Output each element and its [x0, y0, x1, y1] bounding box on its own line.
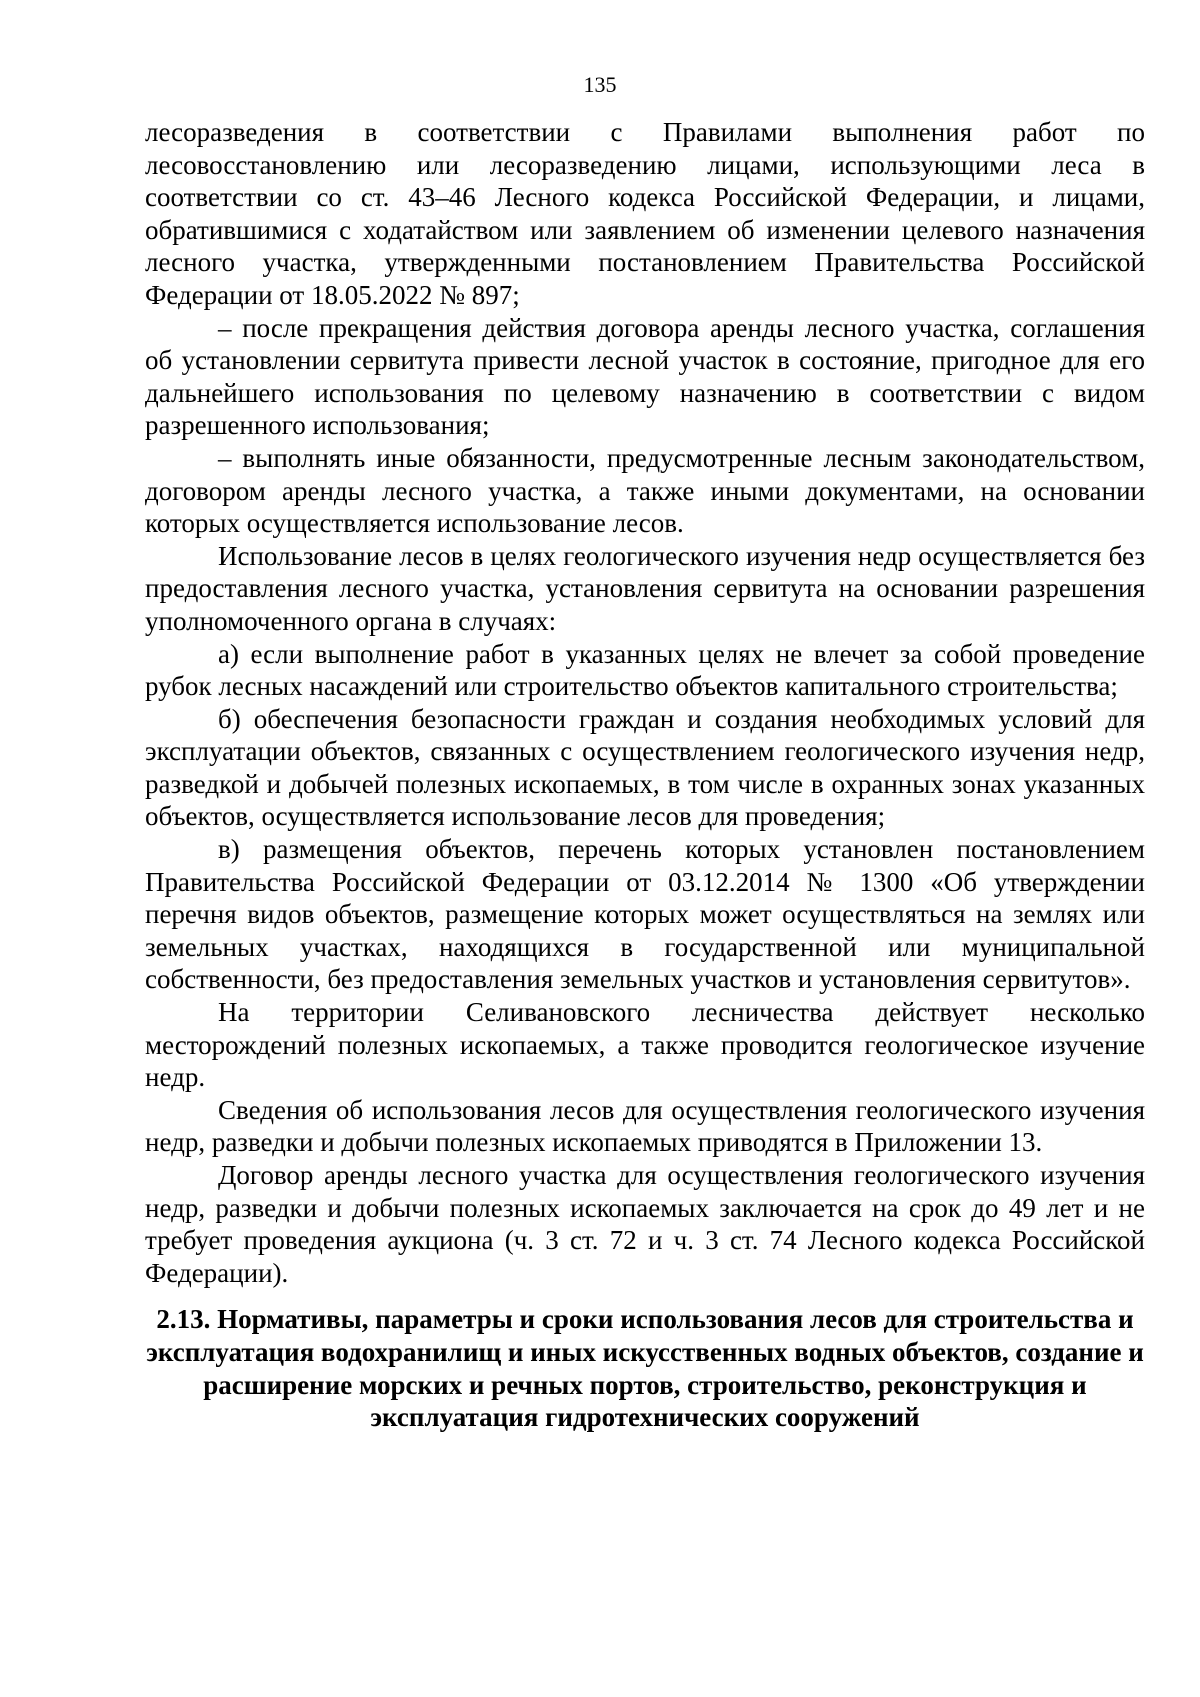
paragraph-1: лесоразведения в соответствии с Правилами выполнения работ по лесовосстановлению или лесоразведению лицами, использующими леса в соответствии со ст. 43–46 Лесного кодекса Российской Федерации, и лицами, обратившимися с ходатайством или заявлением об изменении целевого назначения лесного участка, утвержденными постановлением Правительства Российской Федерации от 18.05.2022 № 897;: [145, 117, 1145, 310]
section-heading: 2.13. Нормативы, параметры и сроки использования лесов для строительства и эксплуатация водохранилищ и иных искусственных водных объектов, создание и расширение морских и речных портов, строительство, реконструкция и эксплуатация гидротехнических сооружений: [146, 1304, 1144, 1433]
body-text: [145, 116, 1145, 1434]
paragraph-4: Использование лесов в целях геологического изучения недр осуществляется без предоставления лесного участка, установления сервитута на основании разрешения уполномоченного органа в случаях:: [145, 540, 1145, 636]
paragraph-3: – выполнять иные обязанности, предусмотренные лесным законодательством, договором аренды лесного участка, а также иными документами, на основании которых осуществляется использование лесов.: [145, 442, 1145, 539]
paragraph-10: Договор аренды лесного участка для осуществления геологического изучения недр, разведки и добычи полезных ископаемых заключается на срок до 49 лет и не требует проведения аукциона (ч. 3 ст. 72 и ч. 3 ст. 74 Лесного кодекса Российской Федерации).: [145, 1160, 1145, 1288]
paragraph-6: б) обеспечения безопасности граждан и создания необходимых условий для эксплуатации объектов, связанных с осуществлением геологического изучения недр, разведкой и добычей полезных ископаемых, в том числе в охранных зонах указанных объектов, осуществляется использование лесов для проведения;: [145, 703, 1145, 832]
paragraph-8: На территории Селивановского лесничества действует несколько месторождений полезных ископаемых, а также проводится геологическое изучение недр.: [145, 997, 1145, 1093]
paragraph-9: Сведения об использования лесов для осуществления геологического изучения недр, разведки и добычи полезных ископаемых приводятся в Приложении 13.: [145, 1094, 1145, 1158]
paragraph-2: – после прекращения действия договора аренды лесного участка, соглашения об установлении сервитута привести лесной участок в состояние, пригодное для его дальнейшего использования по целевому назначению в соответствии с видом разрешенного использования;: [145, 312, 1145, 441]
paragraph-7: в) размещения объектов, перечень которых установлен постановлением Правительства Российской Федерации от 03.12.2014 № 1300 «Об утверждении перечня видов объектов, размещение которых может осуществляться на землях или земельных участках, находящихся в государственной или муниципальной собственности, без предоставления земельных участков и установления сервитутов».: [145, 834, 1145, 995]
paragraph-5: а) если выполнение работ в указанных целях не влечет за собой проведение рубок лесных насаждений или строительство объектов капитального строительства;: [145, 638, 1145, 702]
page-number: 135: [583, 72, 617, 97]
